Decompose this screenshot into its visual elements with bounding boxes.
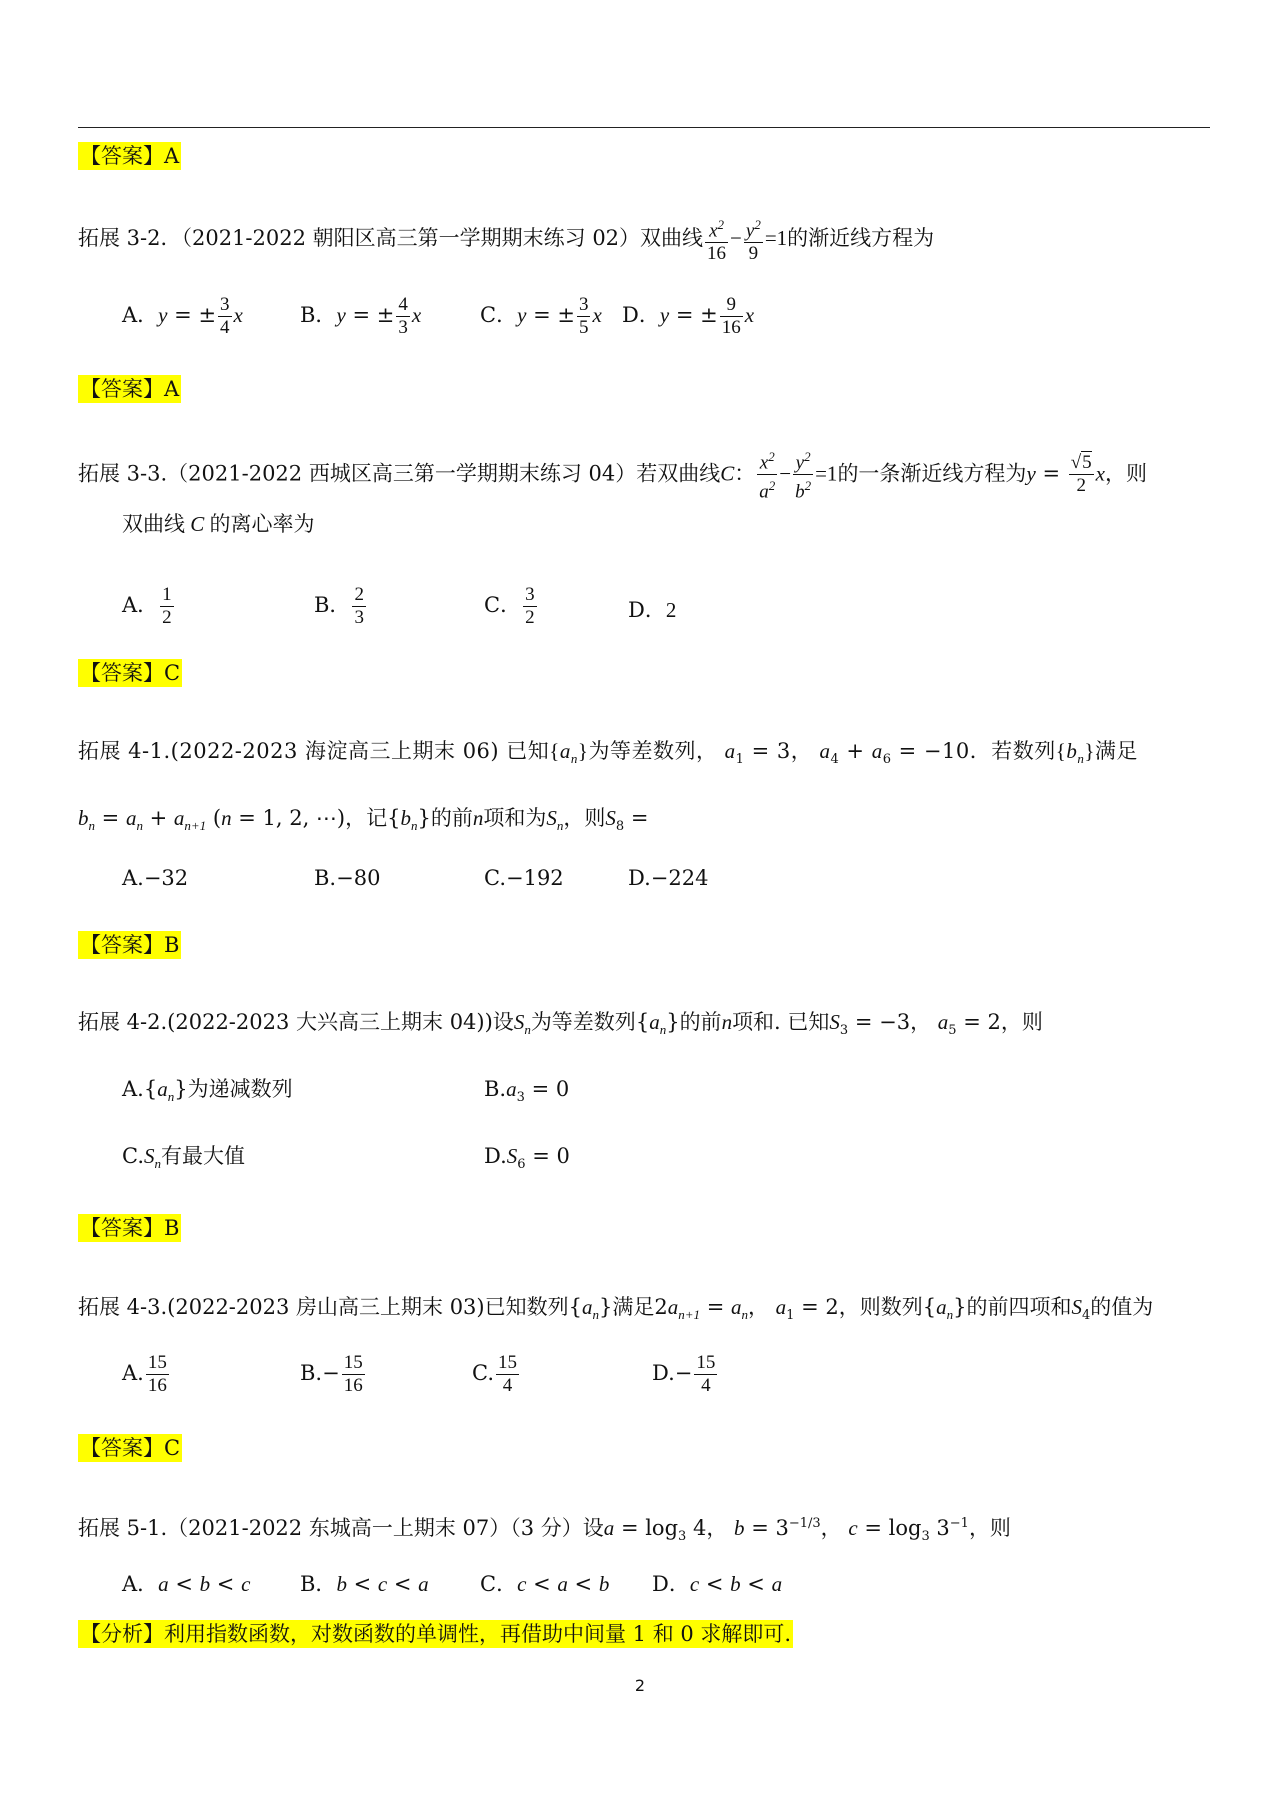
answer-1	[78, 140, 181, 172]
option-c: C.−192	[484, 866, 564, 890]
option-c: C．c < a < b	[480, 1572, 610, 1596]
answer-label: 【答案】C	[80, 1436, 181, 1460]
header-rule	[78, 127, 1210, 128]
answer-5	[78, 1212, 181, 1244]
question-5-1: 拓展 5-1.（2021-2022 东城高一上期末 07）（3 分）设$a = \log_3 4$， $b = 3^{-1/3}$， $c = \log_3 3^{-1}$，则	[78, 1516, 1011, 1545]
question-4-1-line2: $b_n = a_n + a_{n+1}$ (n = 1, 2, ⋯)，记$\{b_n\}$的前n项和为$S_n$，则$S_8$ =	[78, 806, 649, 835]
option-d: D．2	[628, 598, 677, 622]
option-c: $C.S_n$有最大值	[122, 1144, 245, 1172]
option-a: A．y = ± $\frac{3}{4}$ x	[122, 294, 243, 338]
answer-label: 【答案】C	[80, 661, 181, 685]
option-a: A．a < b < c	[122, 1572, 251, 1596]
answer-2	[78, 373, 181, 405]
option-c: C． $\frac{3}{2}$	[484, 584, 535, 628]
option-a: A． $\frac{1}{2}$	[122, 584, 172, 628]
analysis-text: 【分析】利用指数函数，对数函数的单调性，再借助中间量 1 和 0 求解即可.	[80, 1622, 792, 1646]
page-number: 2	[634, 1676, 646, 1695]
option-b: B.−80	[314, 866, 381, 890]
question-3-3-line2: 双曲线 C 的离心率为	[122, 512, 315, 536]
option-b: B.− $\frac{15}{16}$	[300, 1352, 363, 1396]
option-d: $D.S_6 = 0$	[484, 1144, 570, 1173]
option-d: D.− $\frac{15}{4}$	[652, 1352, 716, 1396]
option-a: $A.\{a_n\}$为递减数列	[122, 1077, 293, 1105]
option-a: A.−32	[122, 866, 189, 890]
option-c: C．y = ± $\frac{3}{5}$ x	[480, 294, 602, 338]
answer-label: 【答案】A	[80, 144, 180, 168]
answer-6	[78, 1432, 182, 1464]
answer-label: 【答案】B	[80, 933, 180, 957]
question-4-2: 拓展 4-2.(2022-2023 大兴高三上期末 04))设$S_n$为等差数列$\{a_n\}$的前n项和. 已知$S_3 = -3$， $a_5 = 2$，则	[78, 1010, 1043, 1039]
answer-label: 【答案】B	[80, 1216, 180, 1240]
option-b: B．b < c < a	[300, 1572, 429, 1596]
option-d: D．c < b < a	[652, 1572, 783, 1596]
question-3-3: 拓展 3-3.（2021-2022 西城区高三第一学期期末练习 04）若双曲线C： $\frac{x^2}{a^2}$ − $\frac{y^2}{b^2}$ =1的一条渐近线方程为y = $\frac{√5}{2}$ x，则	[78, 446, 1147, 504]
option-d: D．y = ± $\frac{9}{16}$ x	[622, 294, 755, 338]
analysis	[78, 1618, 793, 1650]
option-b: $B.a_3 = 0$	[484, 1077, 570, 1106]
option-d: D.−224	[628, 866, 709, 890]
option-c: C. $\frac{15}{4}$	[472, 1352, 517, 1396]
question-4-1: 拓展 4-1.(2022-2023 海淀高三上期末 06) 已知$\{a_n\}$为等差数列， $a_1 = 3$， $a_4 + a_6 = -10$．若数列$\{b_n\}$满足	[78, 739, 1138, 768]
question-4-3: 拓展 4-3.(2022-2023 房山高三上期末 03)已知数列$\{a_n\}$满足$2a_{n+1} = a_n$， $a_1 = 2$，则数列$\{a_n\}$的前四项和$S_4$的值为	[78, 1295, 1154, 1324]
answer-label: 【答案】A	[80, 377, 180, 401]
question-3-2: 拓展 3-2．（2021-2022 朝阳区高三第一学期期末练习 02）双曲线 $\frac{x^2}{16}$ − $\frac{y^2}{9}$ =1的渐近线方程为	[78, 214, 934, 265]
option-a: A. $\frac{15}{16}$	[122, 1352, 167, 1396]
option-b: B． $\frac{2}{3}$	[314, 584, 364, 628]
option-b: B．y = ± $\frac{4}{3}$ x	[300, 294, 422, 338]
answer-4	[78, 929, 181, 961]
answer-3	[78, 657, 182, 689]
